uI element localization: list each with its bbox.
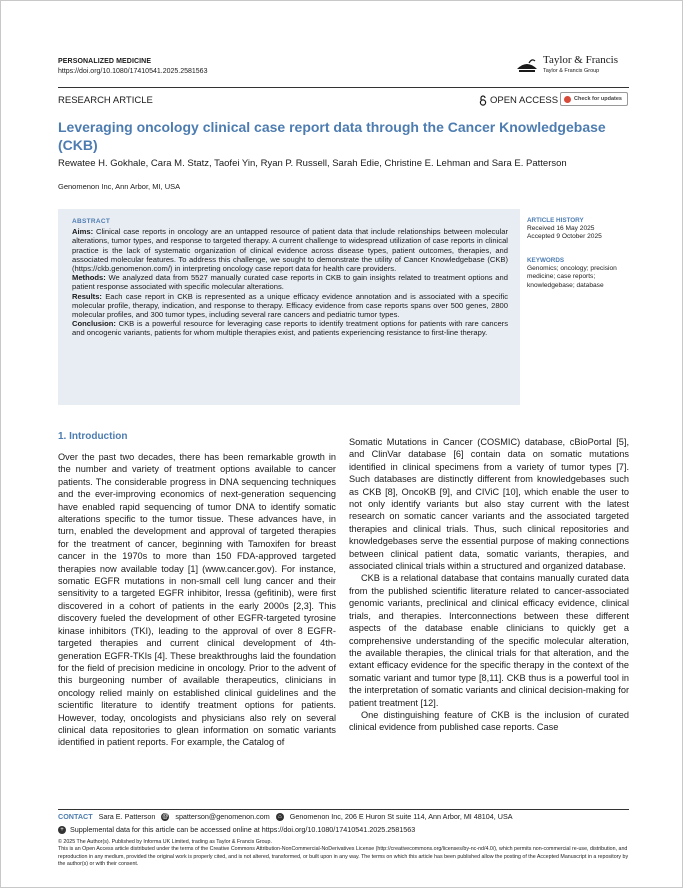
keywords [527, 257, 629, 290]
open-access-badge [479, 95, 558, 106]
article-title: Leveraging oncology clinical case report data through the Cancer Knowledgebase (CKB) [58, 119, 606, 153]
contact-label: CONTACT [58, 812, 93, 821]
keywords-heading: KEYWORDS [527, 257, 565, 264]
supplemental-text[interactable]: Supplemental data for this article can be accessed online at https://doi.org/10.1080/17410541.2025.2581563 [70, 825, 416, 834]
license-text: This is an Open Access article distributed under the terms of the Creative Commons Attribution-NonCommercial-NoDerivatives License (http://creativecommons.org/licenses/by-nc-nd/4.0/), which permits non-commercial re-use, distribution, and reproduction in any medium, provided the original work is properly cited, and is not altered, transformed, or built upon in any way. The terms on which this article has been published allow the posting of the Accepted Manuscript in a repository by the author(s) or with their consent. [58, 846, 629, 867]
supplemental-icon: + [58, 826, 66, 834]
publisher-group: Taylor & Francis Group [543, 68, 600, 74]
accepted-date: Accepted 9 October 2025 [527, 233, 602, 241]
contact-line [58, 812, 513, 821]
publisher-name: Taylor & Francis [543, 54, 618, 66]
methods-text: We analyzed data from 5527 manually curated case reports in CKB to gain insights related to treatment options and patient response associated with specific molecular alterations. [72, 273, 508, 292]
contact-address: Genomenon Inc, 206 E Huron St suite 114, Ann Arbor, MI 48104, USA [289, 812, 513, 821]
results-text: Each case report in CKB is represented as a unique efficacy evidence annotation and is associated with a specific molecular profile, therapy, indication, and response to therapy. Efficacy evidence from case reports spans over 500 genes, 2800 molecular profiles, and 300 tumor types, including several rare cancers and pediatric tumor types. [72, 291, 508, 320]
methods-label: Methods: [72, 273, 106, 283]
publisher-logo [515, 53, 627, 79]
aims-label: Aims: [72, 227, 94, 237]
affiliation: Genomenon Inc, Ann Arbor, MI, USA [58, 182, 181, 191]
contact-email[interactable]: spatterson@genomenon.com [175, 812, 270, 821]
abstract-results [72, 292, 508, 320]
received-date: Received 16 May 2025 [527, 225, 595, 233]
publisher-lamp-icon [515, 55, 539, 75]
contact-name: Sara E. Patterson [98, 812, 156, 821]
article-history [527, 217, 629, 242]
paragraph: One distinguishing feature of CKB is the inclusion of curated clinical evidence from published case reports. Case [349, 709, 629, 733]
article-type: RESEARCH ARTICLE [58, 95, 153, 106]
email-icon: @ [162, 813, 169, 820]
address-icon: ⌂ [276, 813, 284, 821]
abstract-methods [72, 273, 508, 291]
legal-notice [58, 839, 629, 868]
paragraph: Somatic Mutations in Cancer (COSMIC) database, cBioPortal [5], and ClinVar database [6] contain data on somatic mutations identified in clinical specimens from a variety of tumor types [7]. Such databases are distinctly different from knowledgebases such as CKB [8], OncoKB [9], and CIViC [10], which enable the user to not only identify variants but also stay current with the latest research on somatic cancer variants and the associated targeted therapies and clinical trials. Thus, such clinical repositories and knowledgebases serve the essential purpose of making connections between clinical patient data, somatic variants, therapies, and associated clinical trials within a structured and organized database. [349, 437, 629, 572]
keywords-text: Genomics; oncology; precision medicine; case reports; knowledgebase; database [527, 265, 617, 289]
doi-link[interactable]: https://doi.org/10.1080/17410541.2025.2581563 [58, 68, 208, 75]
aims-text: Clinical case reports in oncology are an untapped resource of patient data that include relationships between molecular alterations, tumor types, and response to targeted therapy. A current challenge to widespread utilization of case reports in clinical practice is the lack of systematic organization of clinical evidence across disease types, patient outcomes, therapies, and associated molecular features. To address this challenge, we sought to demonstrate the utility of Cancer Knowledgebase (CKB) (https://ckb.genomenon.com/) in interpreting oncology case report data for health care providers. [72, 227, 508, 274]
open-lock-icon [479, 95, 487, 106]
check-updates-label: Check for updates [574, 96, 622, 102]
results-label: Results: [72, 291, 102, 301]
paragraph: CKB is a relational database that contains manually curated data from the published scientific literature related to cancer-associated genomic variants, preclinical and clinical efficacy evidence, clinical trials, and therapies. Interconnections between these different aspects of the database enable clinicians to quickly get a comprehensive understanding of the specific molecular alteration, the available therapies, the clinical trials for that alteration, and the extant efficacy evidence for the specific therapy in the context of the somatic variant and tumor type [8,11]. CKB thus is a powerful tool in the interpretation of somatic variants and clinical decision-making for patient treatment [12]. [349, 573, 629, 708]
abstract-conclusion [72, 319, 508, 337]
abstract [72, 217, 508, 338]
footer-divider [58, 809, 629, 810]
journal-name: PERSONALIZED MEDICINE [58, 58, 152, 65]
history-heading: ARTICLE HISTORY [527, 217, 584, 224]
body-column-right [349, 436, 629, 734]
check-updates-button[interactable] [560, 92, 628, 106]
conclusion-label: Conclusion: [72, 319, 116, 329]
supplemental-line [58, 825, 415, 834]
check-updates-icon [564, 96, 571, 103]
body-column-left: Over the past two decades, there has been remarkable growth in the number and variety of treatment options available to cancer patients. The considerable progress in DNA sequencing techniques and the ever-improving economics of next-generation sequencing have enabled rapid sequencing of tumor DNA to identify somatic alterations specific to the tumor tissue. These advances have, in turn, enabled the development and approval of targeted therapies for the treatment of cancer, beginning with Tamoxifen for breast cancer in the 1970s to more than 150 FDA-approved targeted therapies now available today [1] (www.cancer.gov). For instance, somatic EGFR mutations in non-small cell lung cancer and their sensitivity to a targeted EGFR inhibitor, Iressa (gefitinib), were first discovered in a cohort of patients in the early 2000s [2,3]. This discovery fueled the development of other EGFR-targeted tyrosine kinase inhibitors (TKI), leading to the approval of over 8 EGFR-targeted therapies and current clinical development of 4th-generation EGFR-TKIs [4]. These breakthroughs laid the foundation for the field of precision medicine in oncology. Prior to the advent of this burgeoning number of available therapeutics, clinicians in oncology relied mainly on established clinical guidelines and the scientific literature to identify treatment options for patients. However, today, oncologists and physicians also rely on several clinical data repositories to glean information on somatic variants identified in patient reports. For example, the Catalog of [58, 452, 336, 748]
abstract-aims [72, 227, 508, 273]
abstract-heading: ABSTRACT [72, 218, 111, 225]
header-divider [58, 87, 629, 88]
author-list: Rewatee H. Gokhale, Cara M. Statz, Taofei Yin, Ryan P. Russell, Sarah Edie, Christine E. Lehman and Sara E. Patterson [58, 158, 567, 169]
open-access-label: OPEN ACCESS [490, 95, 559, 106]
section-heading-introduction: 1. Introduction [58, 431, 128, 442]
copyright: © 2025 The Author(s). Published by Informa UK Limited, trading as Taylor & Francis Group. [58, 839, 272, 845]
conclusion-text: CKB is a powerful resource for leveraging case reports to identify treatment options for patients with rare cancers and oncogenic variants, patients for whom multiple therapies exist, and patients experiencing resistance to first-line therapy. [72, 319, 508, 338]
